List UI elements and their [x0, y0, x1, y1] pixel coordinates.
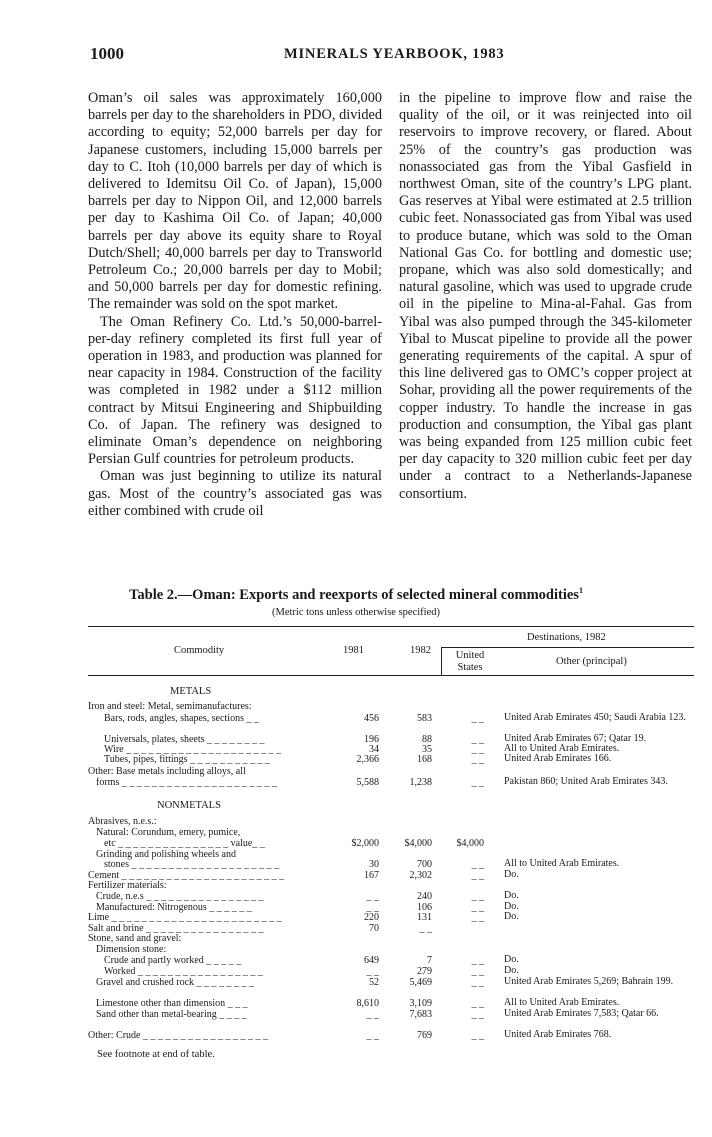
cell-other-destinations: All to United Arab Emirates.: [504, 743, 620, 754]
row-label: Cement _ _ _ _ _ _ _ _ _ _ _ _ _ _ _ _ _ _ _ _ _ _: [88, 870, 285, 881]
cell-united-states: _ _: [471, 977, 484, 988]
row-label: Abrasives, n.e.s.:: [88, 816, 157, 827]
cell-1981: 649: [364, 955, 379, 966]
row-label: Iron and steel: Metal, semimanufactures:: [88, 701, 252, 712]
cell-1981: $2,000: [351, 838, 379, 849]
section-heading-metals: METALS: [170, 686, 212, 697]
table-row: [88, 827, 694, 838]
row-label: Crude and partly worked _ _ _ _ _: [104, 955, 242, 966]
table-row: [88, 777, 694, 788]
row-label: Grinding and polishing wheels and: [96, 849, 236, 860]
cell-1982: 240: [417, 891, 432, 902]
cell-other-destinations: United Arab Emirates 768.: [504, 1029, 612, 1040]
row-label: Sand other than metal-bearing _ _ _ _: [96, 1009, 247, 1020]
cell-1982: 3,109: [409, 998, 432, 1009]
cell-1981: _ _: [366, 891, 379, 902]
table-subtitle: (Metric tons unless otherwise specified): [272, 607, 440, 618]
table-row: [88, 955, 694, 966]
row-label: forms _ _ _ _ _ _ _ _ _ _ _ _ _ _ _ _ _ _ _ _ _: [96, 777, 277, 788]
row-label: Universals, plates, sheets _ _ _ _ _ _ _ _: [104, 734, 265, 745]
cell-1981: 34: [369, 744, 379, 755]
cell-united-states: _ _: [471, 744, 484, 755]
row-label: Other: Crude _ _ _ _ _ _ _ _ _ _ _ _ _ _ _ _ _: [88, 1030, 268, 1041]
row-label: etc _ _ _ _ _ _ _ _ _ _ _ _ _ _ _ value_ _: [104, 838, 265, 849]
cell-united-states: _ _: [471, 754, 484, 765]
row-label: Wire _ _ _ _ _ _ _ _ _ _ _ _ _ _ _ _ _ _ _ _ _: [104, 744, 282, 755]
cell-1981: _ _: [366, 902, 379, 913]
cell-other-destinations: United Arab Emirates 450; Saudi Arabia 123.: [504, 712, 686, 723]
cell-1982: 168: [417, 754, 432, 765]
cell-1981: 220: [364, 912, 379, 923]
cell-1981: 52: [369, 977, 379, 988]
commodity-header: Commodity: [174, 645, 225, 656]
cell-1982: 7,683: [409, 1009, 432, 1020]
cell-1981: 8,610: [356, 998, 379, 1009]
cell-other-destinations: Do.: [504, 911, 519, 922]
cell-1981: 2,366: [356, 754, 379, 765]
cell-1982: 769: [417, 1030, 432, 1041]
table-row: [88, 1009, 694, 1020]
cell-united-states: _ _: [471, 859, 484, 870]
cell-united-states: _ _: [471, 912, 484, 923]
cell-other-destinations: Do.: [504, 954, 519, 965]
row-label: Dimension stone:: [96, 944, 167, 955]
row-label: Limestone other than dimension _ _ _: [96, 998, 248, 1009]
cell-other-destinations: United Arab Emirates 67; Qatar 19.: [504, 733, 647, 744]
row-label: Other: Base metals including alloys, all: [88, 766, 246, 777]
cell-1981: 5,588: [356, 777, 379, 788]
cell-1982: 7: [427, 955, 432, 966]
row-label: Tubes, pipes, fittings _ _ _ _ _ _ _ _ _ _ _: [104, 754, 271, 765]
cell-other-destinations: Do.: [504, 869, 519, 880]
cell-united-states: $4,000: [456, 838, 484, 849]
cell-other-destinations: Do.: [504, 901, 519, 912]
cell-united-states: _ _: [471, 713, 484, 724]
table-row: [88, 713, 694, 724]
cell-1981: 196: [364, 734, 379, 745]
table-row: [88, 944, 694, 955]
cell-united-states: _ _: [471, 1009, 484, 1020]
cell-united-states: _ _: [471, 777, 484, 788]
table-title: Table 2.—Oman: Exports and reexports of selected mineral commodities$^1$: [129, 586, 583, 603]
cell-1982: $4,000: [404, 838, 432, 849]
right-text-column: [399, 90, 692, 503]
paragraph: The Oman Refinery Co. Ltd.’s 50,000-barrel-per-day refinery completed its first full year of operation in 1983, and production was planned for near capacity in 1984. Construction of the facility was completed in 1982 under a $112 million contract by Mitsui Engineering and Shipbuilding Co. of Japan. The refinery was designed to eliminate Oman’s dependence on neighboring Persian Gulf countries for petroleum products.: [88, 313, 382, 468]
table-footnote: See footnote at end of table.: [97, 1049, 215, 1060]
paragraph: Oman was just beginning to utilize its natural gas. Most of the country’s associated gas was either combined with crude oil: [88, 468, 382, 519]
table-row: [88, 816, 694, 827]
cell-1982: 279: [417, 966, 432, 977]
table-row: [88, 912, 694, 923]
paragraph: Oman’s oil sales was approximately 160,000 barrels per day to the shareholders in PDO, divided according to equity; 52,000 barrels per day for Japanese customers, including 15,000 barrels per day to C. Itoh (10,000 barrels per day of which is delivered to Idemitsu Oil Co. of Japan), 15,000 barrels per day to Nippon Oil, and 12,000 barrels per day to Kashima Oil Co. of Japan; 40,000 barrels per day above its equity share to Royal Dutch/Shell; 40,000 barrels per day to Transworld Petroleum Co.; 20,000 barrels per day to Mobil; and 50,000 barrels per day for domestic refining. The remainder was sold on the spot market.: [88, 90, 382, 313]
paragraph: in the pipeline to improve flow and raise the quality of the oil, or it was reinjected into oil reservoirs to improve recovery, or flared. About 25% of the country’s gas production was nonassociated gas from the Yibal Gasfield in northwest Oman, site of the country’s LPG plant. Gas reserves at Yibal were estimated at 2.5 trillion cubic feet. Nonassociated gas from Yibal was used to produce butane, which was sold to the Oman National Gas Co. for bottling and domestic use; propane, which was also sold domestically; and natural gasoline, which was used to upgrade crude oil in the pipeline to Mina-al-Fahal. Gas from Yibal was also pumped through the 345-kilometer Yibal to Muscat pipeline to provide all the power generating requirements of the capital. A spur of this line delivered gas to OMC’s copper project at Sohar, providing all the power requirements of the copper industry. To handle the increase in gas production and consumption, the Yibal gas plant was being expanded from 125 million cubic feet per day capacity to 320 million cubic feet per day under a contract to a Netherlands-Japanese consortium.: [399, 90, 692, 502]
destinations-rule: [441, 647, 694, 648]
row-label: Worked _ _ _ _ _ _ _ _ _ _ _ _ _ _ _ _ _: [104, 966, 263, 977]
cell-united-states: _ _: [471, 891, 484, 902]
table-row: [88, 838, 694, 849]
cell-other-destinations: All to United Arab Emirates.: [504, 997, 620, 1008]
table-row: [88, 754, 694, 765]
united-states-header: United States: [455, 650, 485, 673]
footnote-marker: 1: [578, 586, 583, 595]
cell-1982: 2,302: [409, 870, 432, 881]
cell-1981: _ _: [366, 966, 379, 977]
table-row: [88, 891, 694, 902]
cell-1982: 131: [417, 912, 432, 923]
cell-other-destinations: United Arab Emirates 166.: [504, 753, 612, 764]
row-label: Manufactured: Nitrogenous _ _ _ _ _ _: [96, 902, 252, 913]
cell-1982: 106: [417, 902, 432, 913]
cell-other-destinations: Pakistan 860; United Arab Emirates 343.: [504, 776, 668, 787]
row-label: Bars, rods, angles, shapes, sections _ _: [104, 713, 259, 724]
cell-united-states: _ _: [471, 734, 484, 745]
table-row: [88, 859, 694, 870]
cell-1981: 30: [369, 859, 379, 870]
left-text-column: [88, 90, 382, 520]
table-row: [88, 880, 694, 891]
section-heading-nonmetals: NONMETALS: [157, 800, 221, 811]
table-row: [88, 1030, 694, 1041]
table-row: [88, 977, 694, 988]
page-number: 1000: [90, 44, 124, 63]
cell-other-destinations: United Arab Emirates 5,269; Bahrain 199.: [504, 976, 674, 987]
cell-1981: _ _: [366, 1030, 379, 1041]
header-bottom-rule: [88, 675, 694, 676]
table-top-rule: [88, 626, 694, 627]
cell-1981: 70: [369, 923, 379, 934]
row-label: stones _ _ _ _ _ _ _ _ _ _ _ _ _ _ _ _ _ _ _ _: [104, 859, 279, 870]
destinations-header: Destinations, 1982: [527, 632, 606, 643]
table-row: [88, 701, 694, 712]
cell-1982: 700: [417, 859, 432, 870]
cell-1981: _ _: [366, 1009, 379, 1020]
other-principal-header: Other (principal): [556, 656, 627, 667]
cell-other-destinations: Do.: [504, 890, 519, 901]
cell-1982: 1,238: [409, 777, 432, 788]
cell-1982: _ _: [419, 923, 432, 934]
cell-united-states: _ _: [471, 998, 484, 1009]
cell-1982: 583: [417, 713, 432, 724]
year-1982-header: 1982: [410, 645, 431, 656]
cell-1981: 456: [364, 713, 379, 724]
row-label: Salt and brine _ _ _ _ _ _ _ _ _ _ _ _ _ _ _ _: [88, 923, 264, 934]
year-1981-header: 1981: [343, 645, 364, 656]
row-label: Gravel and crushed rock _ _ _ _ _ _ _ _: [96, 977, 255, 988]
cell-other-destinations: United Arab Emirates 7,583; Qatar 66.: [504, 1008, 659, 1019]
running-title: MINERALS YEARBOOK, 1983: [284, 46, 505, 62]
cell-united-states: _ _: [471, 966, 484, 977]
row-label: Stone, sand and gravel:: [88, 933, 182, 944]
cell-united-states: _ _: [471, 955, 484, 966]
table-row: [88, 933, 694, 944]
column-separator: [441, 647, 442, 676]
cell-1982: 5,469: [409, 977, 432, 988]
cell-1981: 167: [364, 870, 379, 881]
row-label: Fertilizer materials:: [88, 880, 167, 891]
row-label: Lime _ _ _ _ _ _ _ _ _ _ _ _ _ _ _ _ _ _ _ _ _ _ _: [88, 912, 282, 923]
cell-other-destinations: All to United Arab Emirates.: [504, 858, 620, 869]
cell-united-states: _ _: [471, 1030, 484, 1041]
cell-united-states: _ _: [471, 902, 484, 913]
row-label: Natural: Corundum, emery, pumice,: [96, 827, 241, 838]
cell-1982: 35: [422, 744, 432, 755]
row-label: Crude, n.e.s _ _ _ _ _ _ _ _ _ _ _ _ _ _ _ _: [96, 891, 264, 902]
cell-united-states: _ _: [471, 870, 484, 881]
cell-other-destinations: Do.: [504, 965, 519, 976]
cell-1982: 88: [422, 734, 432, 745]
